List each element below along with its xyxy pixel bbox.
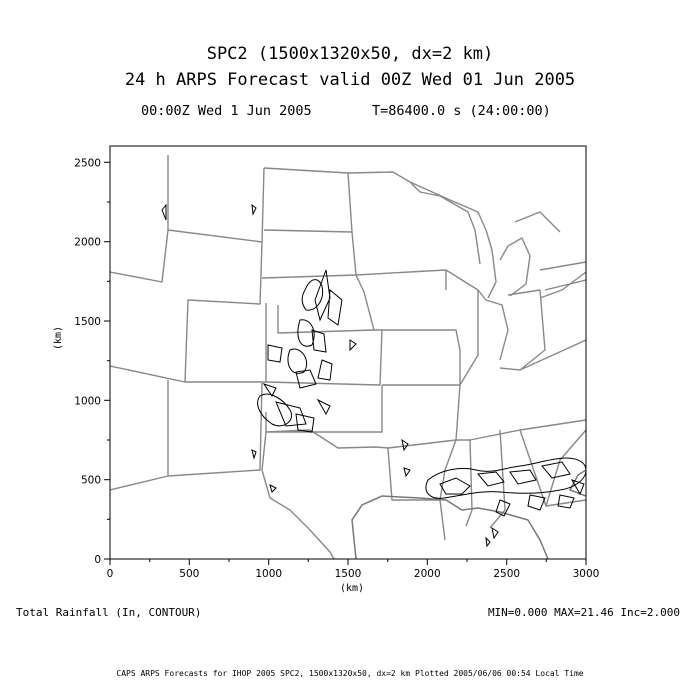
x-tick-label: 0 — [106, 568, 114, 580]
x-axis-ticks — [110, 559, 586, 565]
x-tick-label: 2000 — [413, 568, 441, 580]
gulf-coastline — [352, 470, 586, 559]
x-tick-label: 500 — [179, 568, 200, 580]
x-axis-tick-labels — [107, 568, 600, 580]
rain-cluster-plains — [268, 270, 342, 388]
y-tick-label: 1500 — [74, 316, 101, 328]
texas-mexico-border — [262, 432, 334, 559]
x-tick-label: 1500 — [334, 568, 362, 580]
great-lakes-outline — [410, 182, 586, 298]
field-description: Total Rainfall (In, CONTOUR) — [16, 606, 202, 619]
y-tick-label: 0 — [94, 554, 101, 566]
x-tick-label: 3000 — [572, 568, 600, 580]
x-tick-label: 2500 — [493, 568, 521, 580]
rain-cluster-southeast — [426, 458, 586, 516]
y-axis-ticks — [104, 162, 110, 559]
state-boundaries-west — [110, 155, 266, 490]
rain-cluster-southern-plains — [258, 384, 330, 432]
basemap — [110, 155, 586, 559]
rainfall-contours — [162, 205, 586, 546]
y-axis-label: (km) — [53, 325, 64, 350]
field-statistics: MIN=0.000 MAX=21.46 Inc=2.000 — [487, 606, 680, 619]
plot-credit-note: CAPS ARPS Forecasts for IHOP 2005 SPC2, 1500x1320x50, dx=2 km Plotted 2005/06/06 00:54 Local Time — [116, 669, 584, 678]
x-axis-label: (km) — [340, 583, 365, 594]
y-tick-label: 500 — [80, 474, 101, 487]
rain-cells-scattered — [162, 205, 498, 546]
state-boundaries-midwest — [348, 172, 586, 448]
y-tick-label: 2500 — [74, 157, 101, 170]
plot-frame — [110, 146, 586, 559]
valid-time-label: 00:00Z Wed 1 Jun 2005 — [141, 103, 312, 119]
plot-title-line1: SPC2 (1500x1320x50, dx=2 km) — [206, 44, 494, 64]
y-tick-label: 1000 — [74, 395, 101, 408]
plot-title-line2: 24 h ARPS Forecast valid 00Z Wed 01 Jun 2005 — [124, 70, 576, 90]
forecast-seconds-label: T=86400.0 s (24:00:00) — [372, 103, 551, 119]
y-axis-tick-labels — [74, 157, 101, 566]
x-tick-label: 1000 — [255, 568, 283, 580]
y-tick-label: 2000 — [74, 236, 101, 249]
